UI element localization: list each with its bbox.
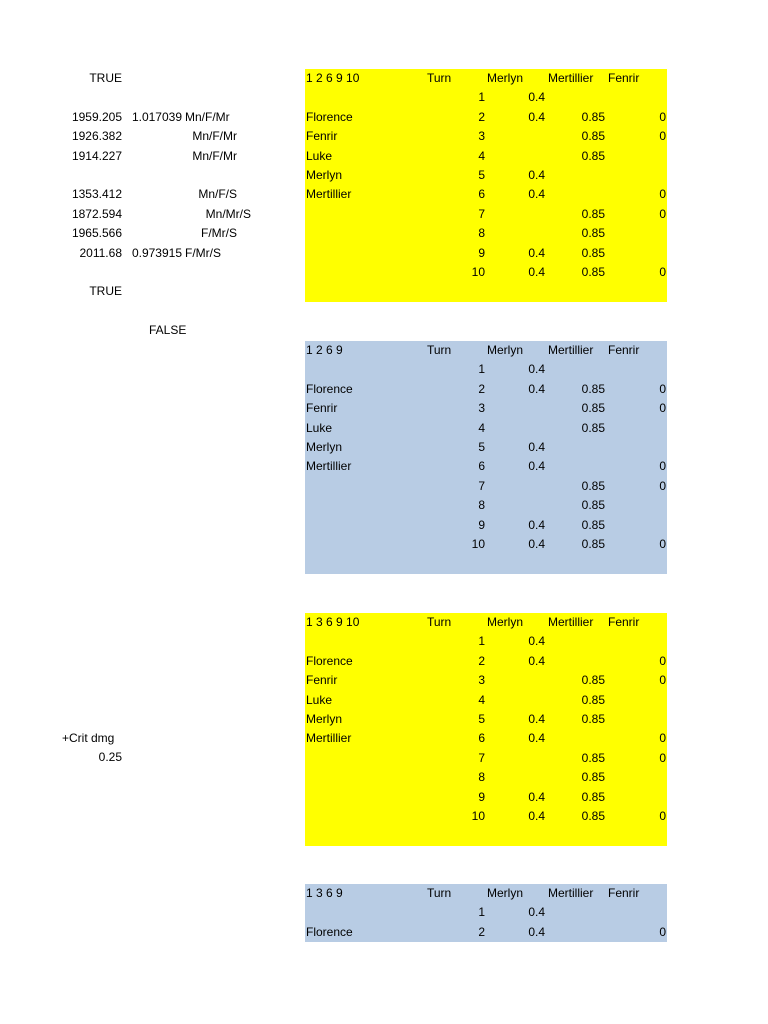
turn-number: 2 — [478, 109, 485, 124]
merlyn-value: 0.4 — [528, 168, 545, 182]
merlyn-value: 0.4 — [528, 789, 545, 804]
mertillier-value: 0.85 — [581, 206, 605, 221]
merlyn-value: 0.4 — [528, 537, 545, 551]
merlyn-value: 0.4 — [528, 109, 545, 124]
turn-table-4 — [305, 884, 667, 942]
fenrir-value: 0 — [659, 673, 666, 688]
bool-mid: TRUE — [89, 284, 122, 298]
party-member-name: Merlyn — [306, 712, 343, 726]
mertillier-value: 0.85 — [581, 226, 605, 241]
party-member-name: Luke — [306, 420, 333, 435]
turn-number: 1 — [478, 634, 485, 649]
turn-number: 5 — [478, 712, 485, 726]
mertillier-value: 0.85 — [581, 129, 605, 144]
turn-number: 4 — [478, 148, 485, 163]
fenrir-value: 0 — [659, 478, 666, 493]
mertillier-value: 0.85 — [581, 712, 605, 726]
header-turn: Turn — [427, 886, 452, 900]
crit-dmg-value: 0.25 — [98, 750, 122, 764]
mertillier-value: 0.85 — [581, 381, 605, 396]
party-member-name: Luke — [306, 148, 333, 163]
mertillier-value: 0.85 — [581, 109, 605, 124]
mertillier-value: 0.85 — [581, 265, 605, 279]
mertillier-value: 0.85 — [581, 478, 605, 493]
mertillier-value: 0.85 — [581, 770, 605, 785]
value-c: F/Mr/S — [185, 246, 221, 260]
merlyn-value: 0.4 — [528, 90, 545, 105]
turn-number: 2 — [478, 924, 485, 939]
header-merlyn: Merlyn — [487, 886, 524, 900]
turn-number: 7 — [478, 478, 485, 493]
mertillier-value: 0.85 — [581, 809, 605, 823]
merlyn-value: 0.4 — [528, 265, 545, 279]
party-member-name: Fenrir — [306, 129, 338, 144]
turn-number: 6 — [478, 187, 485, 202]
header-turn: Turn — [427, 615, 452, 629]
turn-number: 6 — [478, 731, 485, 746]
header-turn: Turn — [427, 343, 452, 357]
turn-number: 3 — [478, 673, 485, 688]
turn-number: 9 — [478, 789, 485, 804]
turn-number: 6 — [478, 459, 485, 474]
fenrir-value: 0 — [659, 381, 666, 396]
fenrir-value: 0 — [659, 809, 666, 823]
mertillier-value: 0.85 — [581, 517, 605, 532]
value-c: F/Mr/S — [201, 226, 237, 240]
fenrir-value: 0 — [659, 187, 666, 202]
mertillier-value: 0.85 — [581, 498, 605, 513]
mertillier-value: 0.85 — [581, 750, 605, 765]
turn-number: 10 — [471, 265, 485, 279]
merlyn-value: 0.4 — [528, 634, 545, 649]
mertillier-value: 0.85 — [581, 420, 605, 435]
turn-number: 7 — [478, 750, 485, 765]
merlyn-value: 0.4 — [528, 712, 545, 726]
turn-number: 9 — [478, 245, 485, 260]
turn-number: 9 — [478, 517, 485, 532]
turn-number: 4 — [478, 420, 485, 435]
table-title: 1 2 6 9 10 — [306, 71, 360, 85]
value-b: 1.017039 — [131, 110, 182, 124]
header-mertillier: Mertillier — [548, 886, 594, 900]
bool-top: TRUE — [89, 71, 122, 85]
merlyn-value: 0.4 — [528, 731, 545, 746]
turn-number: 3 — [478, 401, 485, 416]
party-member-name: Florence — [306, 653, 353, 668]
fenrir-value: 0 — [659, 537, 666, 551]
value-b: 0.973915 — [131, 246, 182, 260]
value-c: Mn/F/S — [198, 187, 237, 201]
merlyn-value: 0.4 — [528, 653, 545, 668]
party-member-name: Mertillier — [306, 187, 352, 202]
fenrir-value: 0 — [659, 731, 666, 746]
party-member-name: Florence — [306, 109, 353, 124]
header-merlyn: Merlyn — [487, 615, 524, 629]
turn-number: 5 — [478, 440, 485, 454]
merlyn-value: 0.4 — [528, 187, 545, 202]
header-fenrir: Fenrir — [608, 615, 640, 629]
turn-number: 8 — [478, 498, 485, 513]
fenrir-value: 0 — [659, 129, 666, 144]
fenrir-value: 0 — [659, 265, 666, 279]
merlyn-value: 0.4 — [528, 905, 545, 920]
value-c: Mn/F/Mr — [192, 149, 237, 163]
header-mertillier: Mertillier — [548, 615, 594, 629]
mertillier-value: 0.85 — [581, 789, 605, 804]
merlyn-value: 0.4 — [528, 440, 545, 454]
merlyn-value: 0.4 — [528, 517, 545, 532]
turn-number: 8 — [478, 770, 485, 785]
mertillier-value: 0.85 — [581, 148, 605, 163]
turn-number: 1 — [478, 362, 485, 377]
turn-number: 3 — [478, 129, 485, 144]
value-a: 1959.205 — [71, 110, 122, 124]
mertillier-value: 0.85 — [581, 673, 605, 688]
turn-number: 5 — [478, 168, 485, 182]
table-title: 1 3 6 9 10 — [306, 615, 360, 629]
party-member-name: Fenrir — [306, 673, 338, 688]
merlyn-value: 0.4 — [528, 245, 545, 260]
value-a: 1926.382 — [71, 129, 122, 143]
header-merlyn: Merlyn — [487, 343, 524, 357]
fenrir-value: 0 — [659, 924, 666, 939]
mertillier-value: 0.85 — [581, 245, 605, 260]
value-a: 1965.566 — [71, 226, 122, 240]
turn-number: 10 — [471, 809, 485, 823]
fenrir-value: 0 — [659, 459, 666, 474]
turn-number: 7 — [478, 206, 485, 221]
table-title: 1 3 6 9 — [306, 886, 343, 900]
header-mertillier: Mertillier — [548, 343, 594, 357]
value-c: Mn/Mr/S — [205, 207, 251, 221]
party-member-name: Merlyn — [306, 168, 343, 182]
party-member-name: Fenrir — [306, 401, 338, 416]
mertillier-value: 0.85 — [581, 537, 605, 551]
turn-number: 1 — [478, 905, 485, 920]
fenrir-value: 0 — [659, 653, 666, 668]
value-c: Mn/F/Mr — [192, 129, 237, 143]
merlyn-value: 0.4 — [528, 381, 545, 396]
fenrir-value: 0 — [659, 206, 666, 221]
header-fenrir: Fenrir — [608, 886, 640, 900]
merlyn-value: 0.4 — [528, 924, 545, 939]
mertillier-value: 0.85 — [581, 692, 605, 707]
turn-table-2 — [305, 341, 667, 574]
value-a: 2011.68 — [79, 246, 122, 260]
fenrir-value: 0 — [659, 109, 666, 124]
turn-number: 10 — [471, 537, 485, 551]
mertillier-value: 0.85 — [581, 401, 605, 416]
turn-number: 8 — [478, 226, 485, 241]
turn-number: 4 — [478, 692, 485, 707]
merlyn-value: 0.4 — [528, 809, 545, 823]
merlyn-value: 0.4 — [528, 459, 545, 474]
fenrir-value: 0 — [659, 401, 666, 416]
party-member-name: Luke — [306, 692, 333, 707]
turn-table-1 — [305, 69, 667, 302]
party-member-name: Florence — [306, 924, 353, 939]
header-fenrir: Fenrir — [608, 71, 640, 85]
value-a: 1872.594 — [71, 207, 122, 221]
party-member-name: Mertillier — [306, 459, 352, 474]
party-member-name: Mertillier — [306, 731, 352, 746]
fenrir-value: 0 — [659, 750, 666, 765]
turn-number: 2 — [478, 653, 485, 668]
value-a: 1353.412 — [71, 187, 122, 201]
header-turn: Turn — [427, 71, 452, 85]
bool-false: FALSE — [149, 323, 187, 337]
table-title: 1 2 6 9 — [306, 343, 343, 357]
turn-table-3 — [305, 613, 667, 846]
header-fenrir: Fenrir — [608, 343, 640, 357]
merlyn-value: 0.4 — [528, 362, 545, 377]
turn-number: 2 — [478, 381, 485, 396]
crit-dmg-label: +Crit dmg — [62, 731, 115, 745]
value-a: 1914.227 — [71, 149, 122, 163]
turn-number: 1 — [478, 90, 485, 105]
header-mertillier: Mertillier — [548, 71, 594, 85]
header-merlyn: Merlyn — [487, 71, 524, 85]
party-member-name: Merlyn — [306, 440, 343, 454]
value-c: Mn/F/Mr — [185, 110, 230, 124]
party-member-name: Florence — [306, 381, 353, 396]
